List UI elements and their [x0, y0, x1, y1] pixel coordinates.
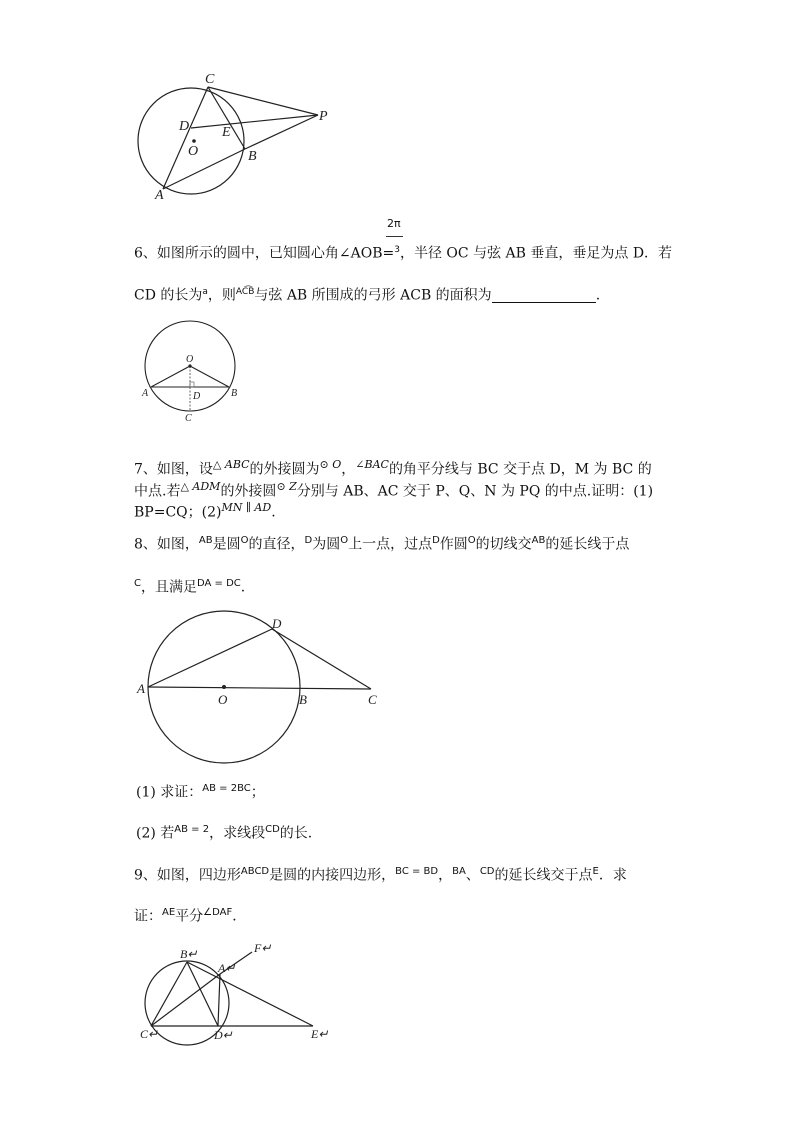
q8-text: ，且满足 [140, 579, 197, 596]
q9-text: ． [232, 908, 247, 925]
q6-text-2d: . [595, 287, 601, 304]
q6-fraction-denominator: 3 [394, 245, 400, 255]
segment-bd [187, 962, 218, 1026]
q8-sym: O [467, 535, 476, 546]
q8-sym: O [240, 535, 249, 546]
q7-angle-bac: ∠BAC [355, 458, 389, 471]
q7-parallel-mn-ad: MN ∥ AD [221, 501, 272, 514]
q6-text-2a: CD 的长为 [134, 287, 203, 304]
label-b: B [299, 692, 307, 707]
label-a: A [142, 388, 149, 399]
q9-eq-bc-bd: BC = BD [395, 866, 439, 877]
q7-text: 7、如图，设 [134, 461, 213, 478]
q6-arc-acb: AC͡B [235, 287, 255, 297]
q8-text: 的延长线于点 [545, 536, 630, 553]
q9-sym: BA [452, 866, 466, 877]
q7-circle-z: ⊙ Z [276, 480, 297, 493]
label-a: A [137, 681, 145, 696]
q8-sym: C [134, 578, 141, 589]
q8-sym: AB [198, 535, 213, 546]
q9-text: 是圆的内接四边形， [269, 867, 396, 884]
q8-text: 上一点，过点 [348, 536, 433, 553]
q6-text-1a: 6、如图所示的圆中，已知圆心角∠AOB= [134, 245, 395, 262]
q8-text: 的长. [279, 825, 313, 842]
q7-text: 中点.若 [134, 483, 181, 500]
label-d: D [193, 391, 201, 402]
label-o: O [218, 692, 228, 707]
q8-eq-da-dc: DA = DC [196, 578, 241, 589]
q9-text: 、 [465, 867, 480, 884]
q9-sym: ABCD [240, 866, 270, 877]
q8-sym: D [432, 535, 440, 546]
q8-text: 8、如图， [134, 536, 199, 553]
q9-sym: CD [479, 866, 495, 877]
q9-text: ．求 [598, 867, 627, 884]
label-p: P [319, 109, 328, 124]
label-e: E↵ [311, 1027, 329, 1041]
q7-text: 分别与 AB、AC 交于 P、Q、N 为 PQ 的中点.证明：(1) [296, 483, 654, 500]
segment-ca [151, 974, 220, 1026]
q9-text: 平分 [175, 908, 204, 925]
label-b: B [248, 149, 257, 164]
label-o: O [186, 354, 194, 365]
label-b: B [231, 388, 238, 399]
label-a: A [155, 188, 164, 203]
label-f: F↵ [254, 941, 272, 955]
segment-bc [151, 962, 187, 1026]
label-e: E [222, 125, 231, 140]
label-o: O [188, 144, 199, 159]
q9-text: ， [438, 867, 453, 884]
q9-angle-daf: ∠DAF [203, 907, 233, 918]
q8-sym: O [340, 535, 349, 546]
q6-text-1b: ，半径 OC 与弦 AB 垂直，垂足为点 D．若 [399, 245, 673, 262]
label-c: C↵ [140, 1027, 159, 1041]
q9-text: 证： [134, 908, 162, 925]
q7-text: . [271, 504, 276, 521]
q9-text: 9、如图，四边形 [134, 867, 241, 884]
label-b: B↵ [180, 947, 198, 961]
q8-text: ； [250, 784, 265, 801]
q7-text: ， [341, 461, 356, 478]
segment-ad [218, 974, 220, 1026]
label-d: D [272, 616, 282, 631]
label-c: C [205, 72, 215, 87]
q7-text: 的外接圆为 [249, 461, 320, 478]
label-d: D↵ [214, 1028, 233, 1042]
q8-sym: CD [265, 824, 280, 835]
q9-sym: E [592, 866, 599, 877]
q8-text: 作圆 [439, 536, 468, 553]
q8-text: . [240, 579, 246, 596]
q7-text: BP=CQ；(2) [134, 504, 222, 521]
q8-text: (2) 若 [136, 825, 175, 842]
q9-sym: AE [162, 907, 176, 918]
label-c: C [185, 413, 192, 424]
q8-text: 是圆 [212, 536, 241, 553]
q6-text-2b: ，则 [207, 287, 236, 304]
q8-eq-ab-2: AB = 2 [174, 824, 210, 835]
segment-be [187, 962, 313, 1026]
q8-text: 的直径， [248, 536, 305, 553]
q8-text: 的切线交 [475, 536, 532, 553]
q6-fraction-numerator: 2π [387, 217, 401, 230]
label-d: D [179, 119, 190, 134]
q8-text: ，求线段 [209, 825, 266, 842]
q7-triangle-abc: △ ABC [212, 458, 250, 471]
q8-sym: D [304, 535, 313, 546]
q7-circle-o: ⊙ O [319, 458, 342, 471]
label-a: A↵ [218, 961, 236, 975]
q9-text: 的延长线交于点 [494, 867, 593, 884]
q8-text: (1) 求证： [136, 784, 203, 801]
q7-triangle-adm: △ ADM [180, 480, 221, 493]
q7-text: 的外接圆 [220, 483, 277, 500]
q6-text-2c: 与弦 AB 所围成的弓形 ACB 的面积为 [254, 287, 492, 304]
q6-var-a: a [202, 287, 208, 297]
label-c: C [368, 692, 377, 707]
q8-sym: AB [531, 535, 546, 546]
q7-text: 的角平分线与 BC 交于点 D，M 为 BC 的 [388, 461, 652, 478]
q8-text: 为圆 [312, 536, 341, 553]
q8-eq-ab-2bc: AB = 2BC [202, 783, 251, 794]
